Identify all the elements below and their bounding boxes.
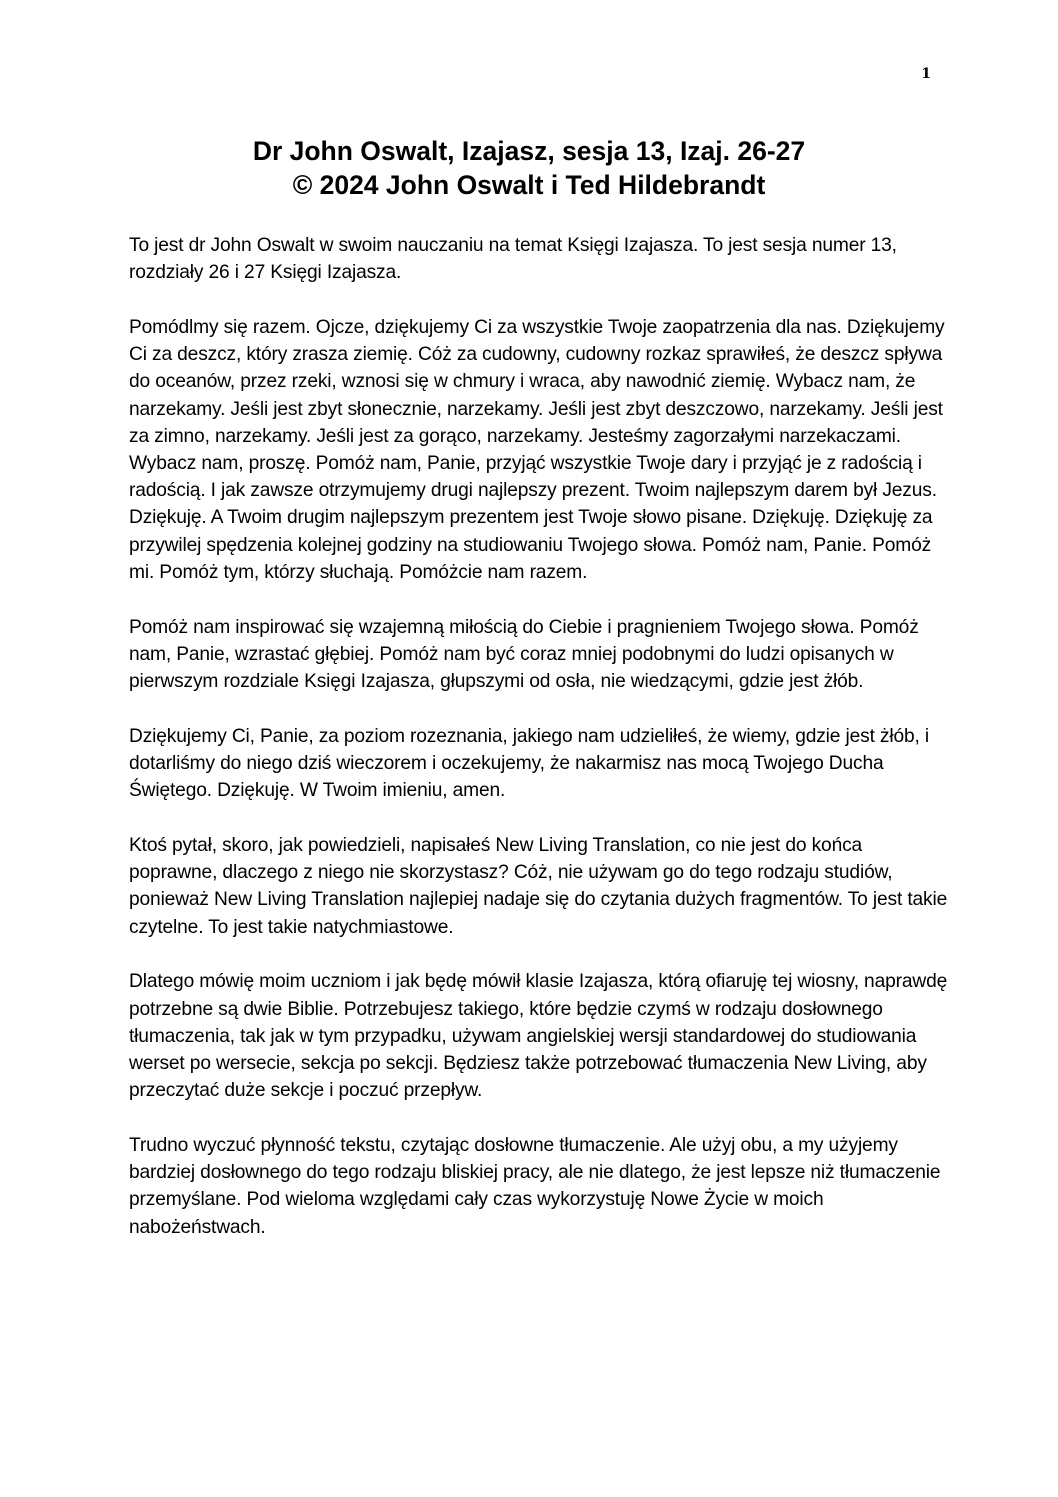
paragraph-1: To jest dr John Oswalt w swoim nauczaniu na temat Księgi Izajasza. To jest sesja numer 13, rozdziały 26 i 27 Księgi Izajasza.	[129, 235, 897, 284]
paragraph-3: Pomóż nam inspirować się wzajemną miłością do Ciebie i pragnieniem Twojego słowa. Pomóż nam, Panie, wzrastać głębiej. Pomóż nam być coraz mniej podobnymi do ludzi opisanych w pierwszym rozdziale Księgi Izajasza, głupszymi od osła, nie wiedzącymi, gdzie jest żłób.	[129, 616, 919, 693]
page-number: 1	[921, 66, 931, 82]
paragraph-2: Pomódlmy się razem. Ojcze, dziękujemy Ci za wszystkie Twoje zaopatrzenia dla nas. Dziękujemy Ci za deszcz, który zrasza ziemię. Cóż za cudowny, cudowny rozkaz sprawiłeś, że deszcz spływa do oceanów, przez rzeki, wznosi się w chmury i wraca, aby nawodnić ziemię. Wybacz nam, że narzekamy. Jeśli jest zbyt słonecznie, narzekamy. Jeśli jest zbyt deszczowo, narzekamy. Jeśli jest za zimno, narzekamy. Jeśli jest za gorąco, narzekamy. Jesteśmy zagorzałymi narzekaczami. Wybacz nam, proszę. Pomóż nam, Panie, przyjąć wszystkie Twoje dary i przyjąć je z radością i radością. I jak zawsze otrzymujemy drugi najlepszy prezent. Twoim najlepszym darem był Jezus. Dziękuję. A Twoim drugim najlepszym prezentem jest Twoje słowo pisane. Dziękuję. Dziękuję za przywilej spędzenia kolejnej godziny na studiowaniu Twojego słowa. Pomóż nam, Panie. Pomóż mi. Pomóż tym, którzy słuchają. Pomóżcie nam razem.	[129, 317, 945, 583]
title-line-1: Dr John Oswalt, Izajasz, sesja 13, Izaj. 26-27	[252, 136, 806, 166]
paragraph-5: Ktoś pytał, skoro, jak powiedzieli, napisałeś New Living Translation, co nie jest do końca poprawne, dlaczego z niego nie skorzystasz? Cóż, nie używam go do tego rodzaju studiów, ponieważ New Living Translation najlepiej nadaje się do czytania dużych fragmentów. To jest takie czytelne. To jest takie natychmiastowe.	[129, 835, 948, 938]
paragraph-7: Trudno wyczuć płynność tekstu, czytając dosłowne tłumaczenie. Ale użyj obu, a my użyjemy bardziej dosłownego do tego rodzaju bliskiej pracy, ale nie dlatego, że jest lepsze niż tłumaczenie przemyślane. Pod wieloma względami cały czas wykorzystuję Nowe Życie w moich nabożeństwach.	[129, 1135, 941, 1238]
paragraph-6: Dlatego mówię moim uczniom i jak będę mówił klasie Izajasza, którą ofiaruję tej wiosny, naprawdę potrzebne są dwie Biblie. Potrzebujesz takiego, które będzie czymś w rodzaju dosłownego tłumaczenia, tak jak w tym przypadku, używam angielskiej wersji standardowej do studiowania werset po wersecie, sekcja po sekcji. Będziesz także potrzebować tłumaczenia New Living, aby przeczytać duże sekcje i poczuć przepływ.	[129, 971, 948, 1102]
document-title	[0, 134, 1058, 202]
paragraph-4: Dziękujemy Ci, Panie, za poziom rozeznania, jakiego nam udzieliłeś, że wiemy, gdzie jest żłób, i dotarliśmy do niego dziś wieczorem i oczekujemy, że nakarmisz nas mocą Twojego Ducha Świętego. Dziękuję. W Twoim imieniu, amen.	[129, 725, 930, 802]
title-line-2: © 2024 John Oswalt i Ted Hildebrandt	[292, 170, 766, 200]
document-body	[129, 232, 955, 1268]
